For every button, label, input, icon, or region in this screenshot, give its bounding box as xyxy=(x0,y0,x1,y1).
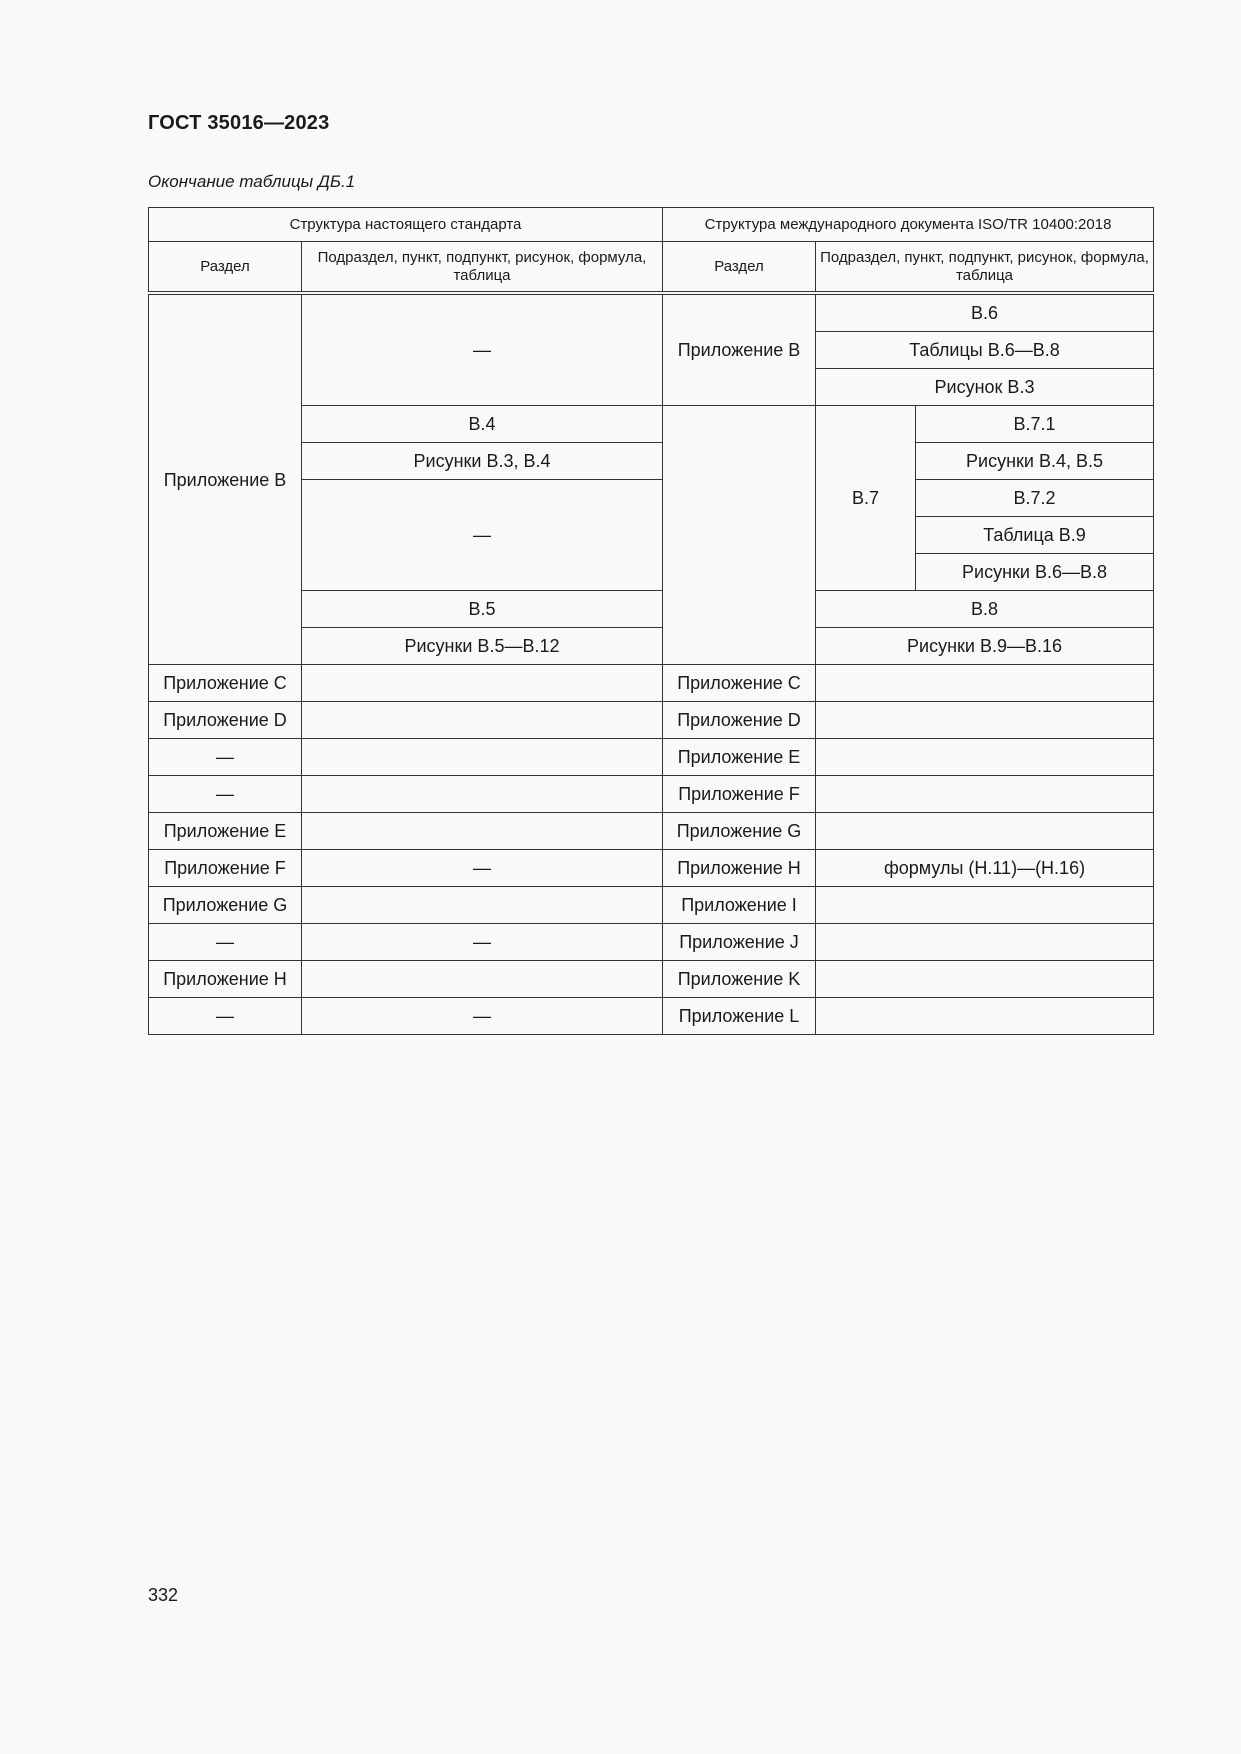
cell-left-section: Приложение H xyxy=(149,961,302,998)
correspondence-table xyxy=(148,207,1154,1035)
cell-right-subsection xyxy=(816,702,1154,739)
cell-figures-b5-b12: Рисунки B.5—B.12 xyxy=(302,628,663,665)
cell-b7-2: B.7.2 xyxy=(916,480,1154,517)
cell-left-section: — xyxy=(149,924,302,961)
cell-right-subsection xyxy=(816,776,1154,813)
col-header-section-left: Раздел xyxy=(149,242,302,294)
cell-b8: B.8 xyxy=(816,591,1154,628)
cell-figures-b6-b8: Рисунки B.6—B.8 xyxy=(916,554,1154,591)
cell-b4: B.4 xyxy=(302,406,663,443)
cell-dash: — xyxy=(302,480,663,591)
cell-left-subsection: — xyxy=(302,998,663,1035)
cell-right-subsection xyxy=(816,961,1154,998)
cell-left-section: Приложение E xyxy=(149,813,302,850)
group-header-right: Структура международного документа ISO/TR 10400:2018 xyxy=(663,208,1154,242)
cell-left-subsection: — xyxy=(302,924,663,961)
cell-figure-b3: Рисунок B.3 xyxy=(816,369,1154,406)
cell-right-section: Приложение C xyxy=(663,665,816,702)
table-row xyxy=(149,665,1154,702)
table-row xyxy=(149,850,1154,887)
table-row xyxy=(149,293,1154,332)
cell-dash: — xyxy=(302,293,663,406)
cell-right-subsection xyxy=(816,665,1154,702)
table-row xyxy=(149,924,1154,961)
table-row xyxy=(149,887,1154,924)
cell-right-section: Приложение E xyxy=(663,739,816,776)
table-column-header-row xyxy=(149,242,1154,294)
cell-table-b9: Таблица B.9 xyxy=(916,517,1154,554)
cell-left-subsection: — xyxy=(302,850,663,887)
cell-left-subsection xyxy=(302,776,663,813)
cell-left-section: Приложение D xyxy=(149,702,302,739)
cell-left-subsection xyxy=(302,739,663,776)
cell-left-section: — xyxy=(149,776,302,813)
table-row xyxy=(149,776,1154,813)
cell-right-section: Приложение K xyxy=(663,961,816,998)
cell-b7: B.7 xyxy=(816,406,916,591)
cell-tables-b6-b8: Таблицы B.6—B.8 xyxy=(816,332,1154,369)
cell-left-subsection xyxy=(302,702,663,739)
col-header-subsection-left: Подраздел, пункт, подпункт, рисунок, формула, таблица xyxy=(302,242,663,294)
cell-left-section: — xyxy=(149,739,302,776)
table-caption: Окончание таблицы ДБ.1 xyxy=(148,172,356,191)
cell-empty xyxy=(663,406,816,665)
table-row xyxy=(149,998,1154,1035)
cell-right-section: Приложение J xyxy=(663,924,816,961)
cell-figures-b3-b4: Рисунки B.3, B.4 xyxy=(302,443,663,480)
cell-left-section: Приложение C xyxy=(149,665,302,702)
page-number: 332 xyxy=(148,1585,179,1605)
cell-right-section: Приложение L xyxy=(663,998,816,1035)
cell-right-subsection xyxy=(816,813,1154,850)
table-row xyxy=(149,739,1154,776)
cell-right-subsection xyxy=(816,998,1154,1035)
cell-right-section: Приложение G xyxy=(663,813,816,850)
cell-right-subsection xyxy=(816,887,1154,924)
cell-left-subsection xyxy=(302,813,663,850)
cell-right-section: Приложение F xyxy=(663,776,816,813)
cell-appendix-b-left: Приложение B xyxy=(149,293,302,665)
table-row xyxy=(149,961,1154,998)
cell-b5: B.5 xyxy=(302,591,663,628)
cell-left-section: Приложение F xyxy=(149,850,302,887)
cell-right-section: Приложение I xyxy=(663,887,816,924)
cell-right-subsection: формулы (H.11)—(H.16) xyxy=(816,850,1154,887)
col-header-subsection-right: Подраздел, пункт, подпункт, рисунок, формула, таблица xyxy=(816,242,1154,294)
document-header: ГОСТ 35016—2023 xyxy=(148,112,330,134)
cell-left-subsection xyxy=(302,665,663,702)
cell-appendix-b-right: Приложение B xyxy=(663,293,816,406)
table-group-header-row xyxy=(149,208,1154,242)
table-row xyxy=(149,813,1154,850)
cell-right-section: Приложение D xyxy=(663,702,816,739)
cell-b7-1: B.7.1 xyxy=(916,406,1154,443)
cell-right-subsection xyxy=(816,739,1154,776)
cell-left-section: — xyxy=(149,998,302,1035)
cell-b6: B.6 xyxy=(816,293,1154,332)
col-header-section-right: Раздел xyxy=(663,242,816,294)
cell-right-subsection xyxy=(816,924,1154,961)
cell-figures-b4-b5: Рисунки B.4, B.5 xyxy=(916,443,1154,480)
cell-figures-b9-b16: Рисунки B.9—B.16 xyxy=(816,628,1154,665)
cell-left-subsection xyxy=(302,887,663,924)
group-header-left: Структура настоящего стандарта xyxy=(149,208,663,242)
table-row xyxy=(149,702,1154,739)
cell-right-section: Приложение H xyxy=(663,850,816,887)
cell-left-section: Приложение G xyxy=(149,887,302,924)
cell-left-subsection xyxy=(302,961,663,998)
